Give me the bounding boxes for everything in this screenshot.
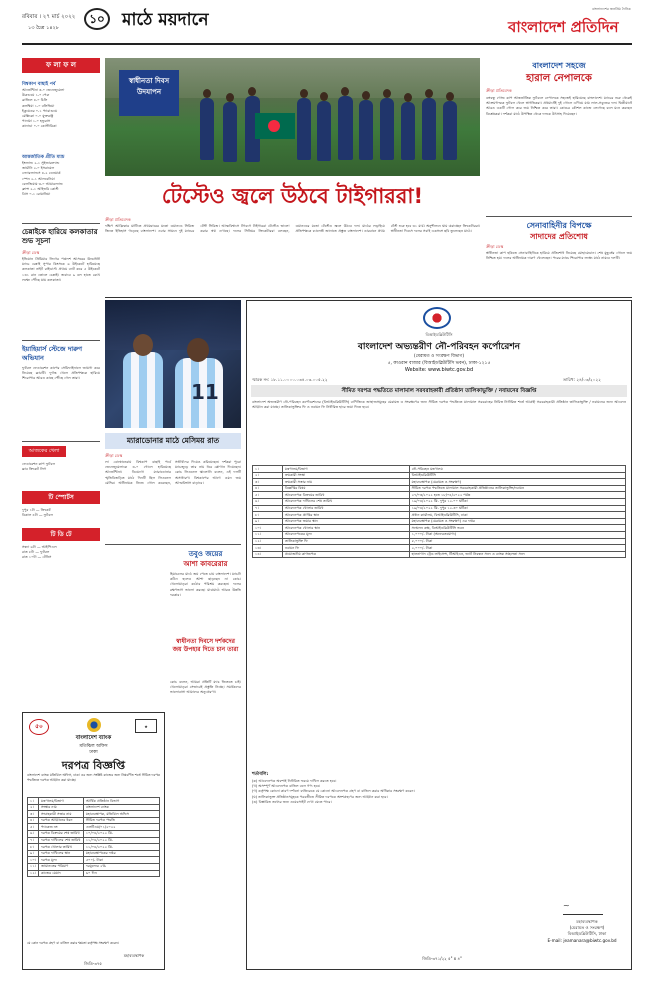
row-value: বিআইডব্লিউটিসি	[409, 472, 625, 479]
table-row	[28, 804, 160, 811]
biwtc-org-name: বাংলাদেশ অভ্যন্তরীণ নৌ-পরিবহন কর্পোরেশন	[357, 342, 521, 352]
independence-day-badge: স্বাধীনতা দিবস উদযাপন	[119, 70, 179, 116]
table-row	[28, 798, 160, 805]
friendly-row: ইংল্যান্ড ২-১ সুইজারল্যান্ড	[22, 161, 60, 165]
player-head	[133, 334, 153, 356]
brand-tagline: বাংলাদেশের জনপ্রিয় দৈনিক	[592, 7, 631, 11]
bangladesh-flag	[255, 113, 295, 139]
table-row	[28, 824, 160, 831]
results-list	[22, 88, 100, 148]
row-number: ৯।	[28, 850, 39, 857]
table-row	[253, 518, 626, 525]
messi-body: লা বোম্বোনেরায় বিশ্বকাপ বাছাই পর্বে ভেনেজুয়েলাকে ৩-০ গোলে হারিয়েছে আর্জেন্টিনা। ডিয়েগো ম্যারাডোনার স্মৃতিবিজড়িত মাঠে দিনটি ছিল লিওনেল মেসির। অধিনায়ক নিজে গোল করেছেন, সতীর্থদের দিয়েও করিয়েছেন। দর্শকরা পুরো ম্যাচজুড়ে তার নাম ধরে স্লোগান দিয়েছেন। কোচ লিওনেল স্কালোনি বলেন, এই দলটি অসাধারণ। বিশ্বকাপের আগে এমন জয় আত্মবিশ্বাস বাড়াবে।	[105, 460, 241, 485]
row-label: আবেদনপত্র বিক্রয়ের তারিখ	[282, 492, 409, 499]
row-number: ১১।	[253, 531, 283, 538]
table-row	[253, 485, 626, 492]
row-value: দরমূল্যের ২%	[83, 863, 159, 870]
divider	[486, 216, 632, 217]
row-value: ১১/০৪/২০২২ খ্রি.	[83, 844, 159, 851]
player-head	[187, 338, 209, 362]
divider	[22, 223, 100, 224]
player-head	[362, 91, 370, 100]
nepal-title-2: হারাল নেপালকে	[526, 73, 592, 84]
row-number: ৫।	[253, 492, 283, 499]
row-number: ৩।	[28, 811, 39, 818]
player-figure	[359, 100, 373, 160]
tender-table	[27, 797, 160, 877]
player-figure	[380, 98, 394, 160]
tender-title: দরপত্র বিজ্ঞপ্তি	[61, 759, 126, 772]
biwtc-intro: বাংলাদেশ অভ্যন্তরীণ নৌ-পরিবহন কর্পোরেশনের (বিআইডব্লিউটিসি) বাণিজ্যিক জাহাজসমূহের মেরামত ও সংরক্ষণের জন্য সীমিত দরপত্র পদ্ধতিতে মালামাল সরবরাহের নিমিত্ত নির্ধারিত শর্তে আগ্রহী সরবরাহকারী প্রতিষ্ঠান তালিকাভুক্তি / নবায়নের জন্য আবেদন আহ্বান করা যাচ্ছে। তালিকাভুক্তির ফি ও নবায়ন ফি নির্ধারিত হারে জমা দিতে হবে।	[252, 400, 626, 410]
row-value: ৬০ দিন	[83, 870, 159, 877]
table-row	[28, 844, 160, 851]
row-value: বাংলাদেশ ব্যাংক	[83, 804, 159, 811]
result-row: ব্রাজিল ৪-০ চিলি	[22, 98, 48, 103]
row-number: ৫।	[28, 824, 39, 831]
tender-footer: যে কোন দরপত্র গ্রহণ বা বাতিল করার ক্ষমতা কর্তৃপক্ষ সংরক্ষণ করেন।	[27, 941, 119, 945]
row-value: ২৭/০৩/২০২২ হতে ১৮/০৪/২০২২ পর্যন্ত	[409, 492, 625, 499]
row-number: ১৪।	[253, 551, 283, 558]
bank-office: মতিঝিল অফিস	[79, 744, 108, 749]
tv2-schedule	[22, 545, 100, 565]
row-value: ৫০০/- টাকা	[83, 857, 159, 864]
army-body: স্বাধীনতা কাপ হকিতে সেনাবাহিনীকে হারিয়ে প্রতিশোধ নিয়েছে মোহামেডান। শেষ মুহূর্তের গোলে জয় নিশ্চিত হয়। দলের অধিনায়ক দারুণ খেলেছেন। পরের ম্যাচে শিরোপার লক্ষ্যে মাঠে নামবে দলটি।	[486, 251, 632, 261]
row-number: ২।	[28, 804, 39, 811]
biwtc-table	[252, 465, 626, 765]
biwtc-conditions-title: শর্তাবলি:	[252, 772, 269, 777]
row-label: ক্রয়কারী সংস্থা	[282, 472, 409, 479]
cabrera-headline-1: তবুও জয়ের	[188, 550, 223, 558]
player-head	[383, 89, 391, 98]
player-figure	[401, 102, 415, 160]
row-value: মহাব্যবস্থাপকের দপ্তর	[83, 850, 159, 857]
condition-item: (খ) অসম্পূর্ণ আবেদনপত্র বাতিল বলে গণ্য হবে।	[252, 784, 321, 789]
cabrera-body: হিমাচলের মাঠে জয় পেতে চায় বাংলাদেশ। ম্যাচটা কঠিন হলেও আশা ছাড়ছেন না কোচ। খেলোয়াড়রা কঠোর পরিশ্রম করছেন। দলের রক্ষণভাগ ভালো করছে। মাঝমাঠে আরও উন্নতি দরকার।	[170, 572, 241, 597]
player-figure	[200, 98, 214, 160]
row-label: আবেদনপত্র জমার স্থান	[282, 518, 409, 525]
signatory-title: (মেরামত ও সংরক্ষণ)	[569, 925, 605, 930]
row-number: ৮।	[28, 844, 39, 851]
row-number: ১২।	[253, 538, 283, 545]
cabrera-headline-2: আশা কাবরেরার	[183, 560, 228, 568]
player-head	[203, 89, 211, 98]
messi-photo	[105, 300, 241, 428]
mujib-logo: ★	[135, 719, 157, 733]
tender-table-wrap	[27, 797, 160, 937]
nepal-title-1: বাংলাদেশ সহজে	[532, 61, 586, 70]
row-label: সংগ্রহকারী সত্তার নাম	[38, 811, 83, 818]
story-second-title: ইয়াহিয়ার্স স্টেজে দারুণ অভিযান	[22, 345, 83, 362]
biwtc-date: তারিখ: ২৪/০৩/২০২২	[563, 377, 601, 382]
newspaper-logo: বাংলাদেশ প্রতিদিন	[508, 18, 619, 36]
masthead	[0, 0, 650, 56]
friendly-row: বেলজিয়াম ৩-০ আয়ারল্যান্ড	[22, 181, 63, 186]
biwtc-dept: (মেরামত ও সংরক্ষণ বিভাগ)	[413, 354, 465, 359]
row-number: ১০।	[28, 857, 39, 864]
biwtc-notice	[246, 300, 632, 970]
story-second-body: ফুটবল ফেডারেশন কাপের সেমিফাইনালে জায়গা করে নিয়েছে ক্লাবটি। দুর্দান্ত খেলে প্রতিপক্ষকে হারিয়ে শিরোপার আরও কাছে পৌঁছে গেল তারা।	[22, 366, 100, 381]
ad-reference: জিডি-৩৭১/২২ ৫" x ৪"	[422, 956, 462, 961]
row-number: ৯।	[253, 518, 283, 525]
player-head	[404, 93, 412, 102]
crowd-blur	[105, 300, 241, 350]
tv-row: রাত ৮টা — ফুটবল	[22, 550, 50, 555]
table-row	[253, 466, 626, 473]
table-row	[253, 492, 626, 499]
row-value: এলটিএম/০১/২০২২	[83, 824, 159, 831]
bank-tender-notice	[22, 712, 165, 970]
table-row	[253, 551, 626, 558]
section-title: মাঠে ময়দানে	[122, 10, 209, 30]
row-label: আবেদনপত্র খোলার স্থান	[282, 525, 409, 532]
table-row	[28, 817, 160, 824]
row-label: বিজ্ঞপ্তির বিষয়	[282, 485, 409, 492]
biwtc-memo: স্মারক নং: ১৮.১১.০০০০.০৩৪.০৩.০০৫.২২	[252, 377, 328, 382]
player-head	[300, 89, 308, 98]
divider	[22, 441, 100, 442]
biwtc-details-table	[252, 465, 626, 558]
row-label: দরপত্র আহ্বানের ধরন	[38, 817, 83, 824]
condition-item: (ঘ) তালিকাভুক্ত প্রতিষ্ঠানসমূহকে পরবর্তীতে সীমিত দরপত্রে অংশগ্রহণের জন্য আহ্বান করা হবে।	[252, 794, 388, 799]
row-number: ৩।	[253, 479, 283, 486]
header-rule	[22, 43, 632, 45]
table-row	[253, 525, 626, 532]
anniversary-logo: ৫০	[29, 719, 49, 735]
player-figure	[422, 98, 436, 160]
table-row	[253, 531, 626, 538]
friendly-title: আন্তর্জাতিক প্রীতি ম্যাচ	[22, 155, 65, 160]
row-label: আবেদনপত্র প্রাপ্তির স্থান	[282, 512, 409, 519]
table-row	[253, 545, 626, 552]
friendly-list	[22, 161, 100, 217]
player-head	[248, 87, 256, 96]
results-banner: ফ লা ফ ল	[22, 58, 100, 73]
signatory-name: মহাব্যবস্থাপক	[576, 919, 598, 924]
tv-row: দুপুর ১টা — ক্রিকেট	[22, 508, 51, 512]
row-label: দরপত্র দাখিলের স্থান	[38, 850, 83, 857]
issue-date: রবিবার । ২৭ মার্চ ২০২২	[22, 14, 76, 20]
row-number: ১৩।	[253, 545, 283, 552]
result-row: মেক্সিকো ০-০ যুক্তরাষ্ট্র	[22, 114, 54, 119]
row-label: দরপত্র দাখিলের শেষ তারিখ	[38, 837, 83, 844]
biwtc-logo-icon	[423, 307, 451, 329]
tv-row: সন্ধ্যা ৬টা — আইপিএল	[22, 545, 57, 549]
friendly-row: ফ্রান্স ২-১ আইভরি কোস্ট	[22, 187, 59, 192]
row-label: ক্রয়কারী সত্তার নাম	[282, 479, 409, 486]
friendly-row: জার্মানি ২-০ ইসরায়েল	[22, 166, 55, 171]
row-value: ১৯/০৪/২০২২ খ্রি. দুপুর ১২.০০ ঘটিকা	[409, 498, 625, 505]
tv2-banner: টি ডি টে	[22, 528, 100, 541]
row-label: নবায়ন ফি	[282, 545, 409, 552]
hero-body: দক্ষিণ আফ্রিকার মাটিতে প্রথমবারের মতো ওয়ানডে সিরিজ জিতে ইতিহাস গড়েছে বাংলাদেশ। এবার সামনে দুই ম্যাচের টেস্ট সিরিজ। আত্মবিশ্বাসে টগবগে টাইগাররা টেস্টেও ভালো করার স্বপ্ন দেখছে। দলের সিনিয়র ক্রিকেটাররা বলছেন, ওয়ানডের মতো টেস্টেও জ্বলে উঠবে দল। মাঠের লড়াইয়ে প্রতিপক্ষকে চ্যালেঞ্জ জানাতে প্রস্তুত বাংলাদেশ। ডারবানে প্রথম টেস্ট শুরু হবে ৩১ মার্চ। অনুশীলনে ঘাম ঝরাচ্ছেন ক্রিকেটাররা। স্বাধীনতা দিবসে দলের সবাই একসঙ্গে ছবি তুলেছেন মাঠে।	[105, 224, 480, 234]
row-label: কাজের মেয়াদ	[38, 870, 83, 877]
row-label: আবেদনপত্র খোলার তারিখ	[282, 505, 409, 512]
tender-signatory: মহাব্যবস্থাপক	[123, 953, 145, 958]
result-row: পানামা ১-০ হন্ডুরাস	[22, 119, 51, 124]
result-row: কলম্বিয়া ১-০ বলিভিয়া	[22, 103, 55, 108]
result-row: আর্জেন্টিনা ৩-০ ভেনেজুয়েলা	[22, 88, 65, 92]
row-number: ১।	[28, 798, 39, 805]
row-number: ১১।	[28, 863, 39, 870]
condition-item: (ঙ) বিস্তারিত তথ্যের জন্য ওয়েবসাইট দেখা যেতে পারে।	[252, 799, 332, 804]
player-head	[425, 89, 433, 98]
bank-city: ঢাকা	[89, 750, 98, 755]
cabrera-body-2: কোচ বলেন, আমরা প্রতিটি ম্যাচ জিততে চাই। খেলোয়াড়রা সেভাবেই প্রস্তুতি নিচ্ছে। সমর্থকদের ভালোবাসা আমাদের অনুপ্রেরণা।	[170, 680, 241, 695]
row-label: দরপত্র খোলার তারিখ	[38, 844, 83, 851]
tv-row: রাত ১০টা — টেনিস	[22, 555, 52, 560]
tender-intro: বাংলাদেশ ব্যাংক মতিঝিল অফিস, ঢাকা এর জন্য সংশ্লিষ্ট কাজের জন্য নিম্নবর্ণিত শর্তে সীমিত দরপত্র পদ্ধতিতে দরপত্র আহ্বান করা যাচ্ছে।	[27, 773, 160, 782]
row-value: ২,০০০/- টাকা	[409, 545, 625, 552]
result-row: ইকুয়েডর ০-১ প্যারাগুয়ে	[22, 108, 58, 113]
messi-headline: ম্যারাডোনার মাঠে মেসিময় রাত	[105, 433, 241, 449]
table-row	[28, 811, 160, 818]
table-row	[28, 850, 160, 857]
row-value: ১০/০৪/২০২২ খ্রি.	[83, 830, 159, 837]
flag-circle	[268, 120, 280, 132]
row-number: ৪।	[28, 817, 39, 824]
messi-byline: ক্রীড়া ডেস্ক	[105, 453, 123, 458]
row-label: আবেদনপত্রের মূল্য	[282, 531, 409, 538]
row-value: ১১/০৪/২০২২ খ্রি.	[83, 837, 159, 844]
row-value: নৌ-পরিবহন মন্ত্রণালয়	[409, 466, 625, 473]
army-title-2: সাদাদের প্রতিশোধ	[530, 232, 588, 241]
today-games-list	[22, 462, 100, 484]
table-row	[28, 830, 160, 837]
biwtc-address: ৫, কাওরান বাজার (বিআইডব্লিউটিসি ভবন), ঢাকা-১২১৫	[387, 361, 491, 366]
story-kolkata-body: ইন্ডিয়ান প্রিমিয়ার লিগের পঞ্চদশ আসরের উদ্বোধনী ম্যাচে চেন্নাই সুপার কিংসকে ৬ উইকেটে হারিয়েছে কলকাতা নাইট রাইডার্স। প্রথমে ব্যাট করে ৫ উইকেটে ১৩১ রান তোলে চেন্নাই। জবাবে ৯ বল হাতে রেখে লক্ষ্যে পৌঁছে যায় কলকাতা।	[22, 257, 100, 282]
table-row	[253, 479, 626, 486]
result-row: কানাডা ০-০ কোস্টারিকা	[22, 124, 57, 129]
story-kolkata-byline: ক্রীড়া ডেস্ক	[22, 250, 40, 255]
page-number: ১০	[84, 8, 110, 30]
army-byline: ক্রীড়া ডেস্ক	[486, 244, 504, 249]
player-head	[226, 93, 234, 102]
cabrera-pull-quote: স্বাধীনতা দিবসে দর্শকদের জয় উপহার দিতে চান তারা	[172, 638, 239, 653]
tender-reference: জিডি-৩৭৫	[83, 961, 103, 966]
divider	[105, 544, 241, 545]
row-number: ৬।	[28, 830, 39, 837]
row-value: ১৯/০৪/২০২২ খ্রি. দুপুর ১২.৩০ ঘটিকা	[409, 505, 625, 512]
team-photo	[105, 58, 480, 176]
row-value: আর্থিক প্রতিষ্ঠান বিভাগ	[83, 798, 159, 805]
today-games-banner: আজকের খেলা	[22, 446, 66, 457]
table-row	[28, 837, 160, 844]
row-number: ৬।	[253, 498, 283, 505]
jersey-number: 11	[191, 380, 219, 404]
table-row	[28, 870, 160, 877]
row-label: সংস্থার নাম	[38, 804, 83, 811]
signature: ~	[563, 901, 603, 915]
biwtc-website: Website: www.biwtc.gov.bd	[404, 367, 474, 373]
nepal-body: বঙ্গবন্ধু গোল্ড কাপ আন্তর্জাতিক ফুটবলে নেপালকে সহজেই হারিয়েছে বাংলাদেশ। ম্যাচের শুরু থেকেই আক্রমণাত্মক ফুটবল খেলে স্বাগতিকরা। প্রথমার্ধেই দুই গোলে এগিয়ে যায় লাল-সবুজের দল। দ্বিতীয়ার্ধে আরও একটি গোল করে জয় নিশ্চিত করে তারা। কোচের কৌশল কাজে লেগেছে বলে মনে করছেন বিশ্লেষকরা। দর্শকরা মাঠে উপস্থিত থেকে দলকে উৎসাহ দিয়েছেন।	[486, 96, 632, 116]
table-row	[253, 505, 626, 512]
row-number: ১০।	[253, 525, 283, 532]
table-row	[28, 857, 160, 864]
results-title: বিশ্বকাপ বাছাই পর্ব	[22, 82, 56, 87]
row-value: মহাব্যবস্থাপক (মেরামত ও সংরক্ষণ)	[409, 479, 625, 486]
friendly-row: গ্রিস ০-১ রোমানিয়া	[22, 192, 51, 197]
divider	[22, 340, 100, 341]
row-number: ৭।	[253, 505, 283, 512]
army-title-1: সেনাবাহিনীর বিপক্ষে	[526, 221, 592, 230]
section-divider	[105, 297, 632, 298]
player-figure	[338, 96, 353, 160]
today-game: ক্লাব ক্রিকেট লিগ	[22, 467, 47, 472]
row-label: মন্ত্রণালয়/বিভাগ	[282, 466, 409, 473]
row-value: প্রধান কার্যালয়, বিআইডব্লিউটিসি, ঢাকা	[409, 512, 625, 519]
row-number: ৭।	[28, 837, 39, 844]
row-label: জামানতের পরিমাণ	[38, 863, 83, 870]
row-number: ৪।	[253, 485, 283, 492]
friendly-row: নেদারল্যান্ডস ৪-২ ডেনমার্ক	[22, 171, 61, 176]
story-kolkata-title: চেন্নাইকে হারিয়ে কলকাতার শুভ সূচনা	[22, 228, 98, 245]
row-value: সীমিত দরপত্র পদ্ধতিতে মালামাল সরবরাহকারী প্রতিষ্ঠানের তালিকাভুক্তি/নবায়ন	[409, 485, 625, 492]
row-label: মন্ত্রণালয়/বিভাগ	[38, 798, 83, 805]
biwtc-logo-text: বিআইডব্লিউটিসি	[425, 332, 453, 337]
player-figure	[297, 98, 311, 160]
player-figure	[317, 101, 331, 161]
row-value: মহাব্যবস্থাপক, মতিঝিল অফিস	[83, 811, 159, 818]
row-label: দরপত্র মূল্য	[38, 857, 83, 864]
row-number: ১২।	[28, 870, 39, 877]
player-head	[341, 87, 349, 96]
table-row	[253, 512, 626, 519]
hero-headline: টেস্টেও জ্বলে উঠবে টাইগাররা!	[161, 184, 424, 208]
row-label: প্রয়োজনীয় কাগজপত্র	[282, 551, 409, 558]
row-value: ১,০০০/- টাকা (অফেরতযোগ্য)	[409, 531, 625, 538]
table-row	[253, 472, 626, 479]
player-jersey	[123, 352, 163, 428]
row-value: ৫,০০০/- টাকা	[409, 538, 625, 545]
row-value: সীমিত দরপত্র পদ্ধতি	[83, 817, 159, 824]
left-column	[22, 58, 100, 708]
table-row	[253, 498, 626, 505]
right-top-column	[486, 58, 632, 294]
row-value: সম্মেলন কক্ষ, বিআইডব্লিউটিসি ভবন	[409, 525, 625, 532]
signatory-email: E-mail: jeamanara@biwtc.gov.bd	[547, 938, 617, 943]
today-game: ফেডারেশন কাপ ফুটবল	[22, 462, 56, 466]
biwtc-conditions	[252, 779, 552, 899]
friendly-row: স্পেন ২-১ আলবেনিয়া	[22, 176, 55, 181]
row-label: তালিকাভুক্তি ফি	[282, 538, 409, 545]
condition-item: (গ) কর্তৃপক্ষ কোনো কারণ দর্শানো ব্যতিরেকে যে কোনো আবেদনপত্র গ্রহণ বা বাতিল করার অধিকার সংরক্ষণ করেন।	[252, 789, 415, 794]
condition-item: (ক) আবেদনপত্র অবশ্যই নির্ধারিত ফরমে দাখিল করতে হবে।	[252, 779, 337, 783]
row-number: ২।	[253, 472, 283, 479]
tv-row: বিকাল ৪টা — ফুটবল	[22, 513, 53, 518]
result-row: উরুগুয়ে ১-০ পেরু	[22, 93, 50, 98]
player-figure	[443, 101, 457, 160]
row-value: হালনাগাদ ট্রেড লাইসেন্স, টিআইএন, ভ্যাট নিবন্ধন সনদ ও ব্যাংক সচ্ছলতা সনদ	[409, 551, 625, 558]
hero-byline: ক্রীড়া প্রতিবেদক	[105, 217, 131, 222]
issue-date-bengali: ১৩ চৈত্র ১৪২৮	[28, 25, 60, 31]
bank-logo-icon	[87, 718, 101, 732]
biwtc-title: সীমিত দরপত্র পদ্ধতিতে মালামাল সরবরাহকারী প্রতিষ্ঠান তালিকাভুক্তি / নবায়নের বিজ্ঞপ্তি	[251, 385, 627, 397]
row-label: আবেদনপত্র দাখিলের শেষ তারিখ	[282, 498, 409, 505]
table-row	[253, 538, 626, 545]
tv-schedule	[22, 508, 100, 524]
row-number: ৮।	[253, 512, 283, 519]
player-head	[320, 92, 328, 101]
bank-name: বাংলাদেশ ব্যাংক	[75, 735, 112, 741]
row-value: মহাব্যবস্থাপক (মেরামত ও সংরক্ষণ) এর দপ্তর	[409, 518, 625, 525]
nepal-byline: ক্রীড়া প্রতিবেদক	[486, 88, 512, 93]
table-row	[28, 863, 160, 870]
row-number: ১।	[253, 466, 283, 473]
row-label: দরপত্র বিক্রয়ের শেষ তারিখ	[38, 830, 83, 837]
row-label: প্যাকেজ নং	[38, 824, 83, 831]
tv-banner: টি স্পোর্টস	[22, 491, 100, 504]
player-figure	[223, 102, 237, 162]
signatory-org: বিআইডব্লিউটিসি, ঢাকা	[567, 931, 607, 936]
player-head	[446, 92, 454, 101]
